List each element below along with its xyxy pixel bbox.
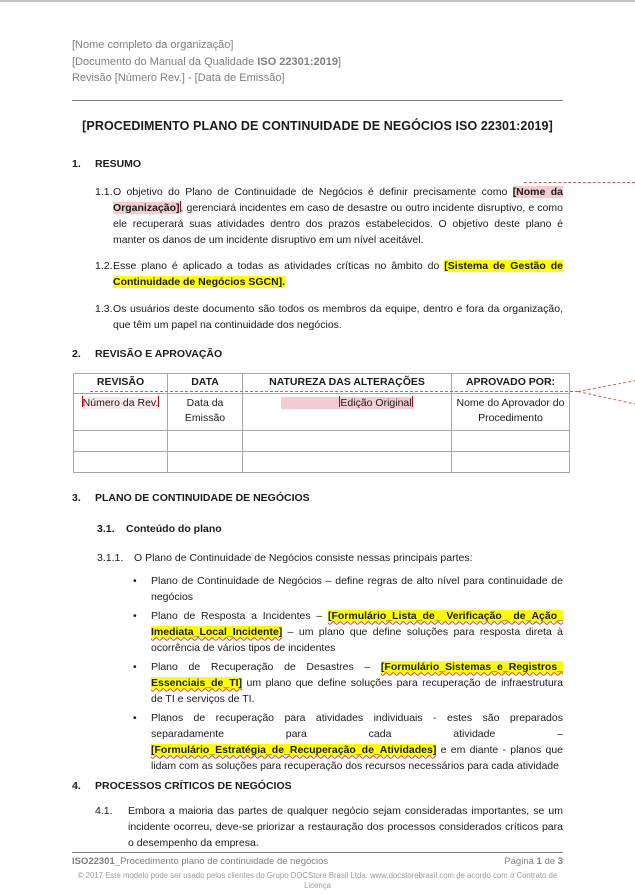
header-iso-ref: ISO 22301:2019: [257, 55, 339, 68]
comment-connector-line: [90, 391, 578, 392]
list-item: • Plano de Resposta a Incidentes – [Formulário_Lista_de_ Verificação_ de_Ação_ Imediata_Local_Incidente] – um plano que define soluções para resposta direta à ocorrência de vários tipos de incidentes: [151, 608, 563, 656]
list-item: • Plano de Continuidade de Negócios – define regras de alto nível para continuidade de negócios: [151, 573, 563, 605]
section-2-heading: 2. REVISÃO E APROVAÇÃO: [72, 347, 223, 360]
footer-page-number: Página 1 de 3: [504, 856, 563, 867]
footer-copyright: © 2017 Este modelo pode ser usado pelos clientes do Grupo DOCStore Brasil Ltda. www.docstorebrasil.com de acordo com o Contrato de Licença: [77, 871, 558, 890]
page-title: [PROCEDIMENTO PLANO DE CONTINUIDADE DE NEGÓCIOS ISO 22301:2019]: [82, 118, 553, 133]
list-item: • Plano de Recuperação de Desastres – [Formulário_Sistemas_e_Registros_ Essenciais_de_TI] um plano que define soluções para recuperação de infraestrutura de TI e serviços de TI.: [151, 659, 563, 707]
revision-table-empty-row: [74, 451, 570, 472]
paragraph-1-1: 1.1. O objetivo do Plano de Continuidade de Negócios é definir precisamente como [Nome da Organização], gerenciará incidentes em caso de desastre ou outro incidente disruptivo, e como ele recuperará suas atividades dentro dos prazos estabelecidos. O objetivo deste plano é manter os danos de um incidente disruptivo em um nível aceitável.: [95, 185, 563, 246]
section-3-heading: 3. PLANO DE CONTINUIDADE DE NEGÓCIOS: [72, 491, 310, 504]
footer-row: [72, 855, 563, 868]
cell-revisao: [74, 393, 168, 430]
cell-natureza: [243, 393, 452, 430]
cell-aprovado: Nome do Aprovador do Procedimento: [452, 393, 570, 430]
paragraph-4-1: 4.1. Embora a maioria das partes de qualquer negócio sejam consideradas importantes, se um incidente ocorreu, deve-se priorizar a restauração dos processos considerados críticos para o desempenho da empresa.: [95, 804, 563, 849]
header-rule: [72, 100, 563, 101]
page-footer: [72, 852, 568, 891]
footer-rule: [72, 852, 563, 853]
table-header-data: DATA: [168, 373, 243, 393]
revision-table-header-row: [74, 373, 570, 393]
section-4-heading: 4. PROCESSOS CRÍTICOS DE NEGÓCIOS: [72, 779, 292, 792]
cell-data: Data da Emissão: [168, 393, 243, 430]
revision-table-empty-row: [74, 430, 570, 451]
table-header-revisao: REVISÃO: [74, 373, 168, 393]
placeholder-revision-number: Número da Rev.: [82, 396, 159, 409]
placeholder-sgcn-scope: [Sistema de Gestão de Continuidade de Negócios SGCN].: [113, 259, 563, 288]
footer-doc-name: ISO22301_Procedimento plano de continuidade de negócios: [72, 856, 329, 867]
header-revision-line: Revisão [Número Rev.] - [Data de Emissão]: [72, 72, 285, 84]
revision-table: [73, 373, 570, 473]
paragraph-3-1-1: 3.1.1. O Plano de Continuidade de Negócios consiste nessas principais partes:: [97, 551, 473, 564]
placeholder-form-name: [Formulário_Estratégia_de_Recuperação_de_Atividades]: [151, 743, 437, 756]
placeholder-edition: Edição Original: [281, 397, 412, 409]
paragraph-1-2: 1.2. Esse plano é aplicado a todas as atividades críticas no âmbito do [Sistema de Gestão de Continuidade de Negócios SGCN].: [95, 259, 563, 288]
placeholder-organization-name: [Nome da Organização]: [113, 185, 563, 214]
section-1-heading: 1. RESUMO: [72, 157, 142, 170]
revision-table-row-1: [74, 393, 570, 430]
page-top-edge: [0, 0, 635, 2]
placeholder-form-name: [Formulário_Sistemas_e_Registros_ Essenciais_de_TI]: [151, 660, 563, 689]
header-org-name: [Nome completo da organização]: [72, 39, 234, 51]
table-header-aprovado: APROVADO POR:: [452, 373, 570, 393]
header-doc-line: [Documento do Manual da Qualidade ISO 22301:2019]: [72, 55, 342, 68]
page-header: [72, 37, 563, 87]
table-header-natureza: NATUREZA DAS ALTERAÇÕES: [243, 373, 452, 393]
placeholder-form-name: [Formulário_Lista_de_ Verificação_ de_Ação_ Imediata_Local_Incidente]: [151, 609, 563, 638]
plan-parts-list: [72, 573, 563, 774]
paragraph-1-3: 1.3. Os usuários deste documento são todos os membros da equipe, dentro e fora da organização, que têm um papel na continuidade dos negócios.: [95, 302, 563, 331]
comment-connector-line: [524, 182, 635, 183]
section-3-1-heading: 3.1. Conteúdo do plano: [97, 522, 222, 535]
list-item: • Planos de recuperação para atividades individuais - estes são preparados separadamente para cada atividade – [Formulário_Estratégia_de_Recuperação_de_Atividades] e em diante - planos que lidam com as soluções para recuperação dos recursos necessários para cada atividade: [151, 710, 563, 774]
